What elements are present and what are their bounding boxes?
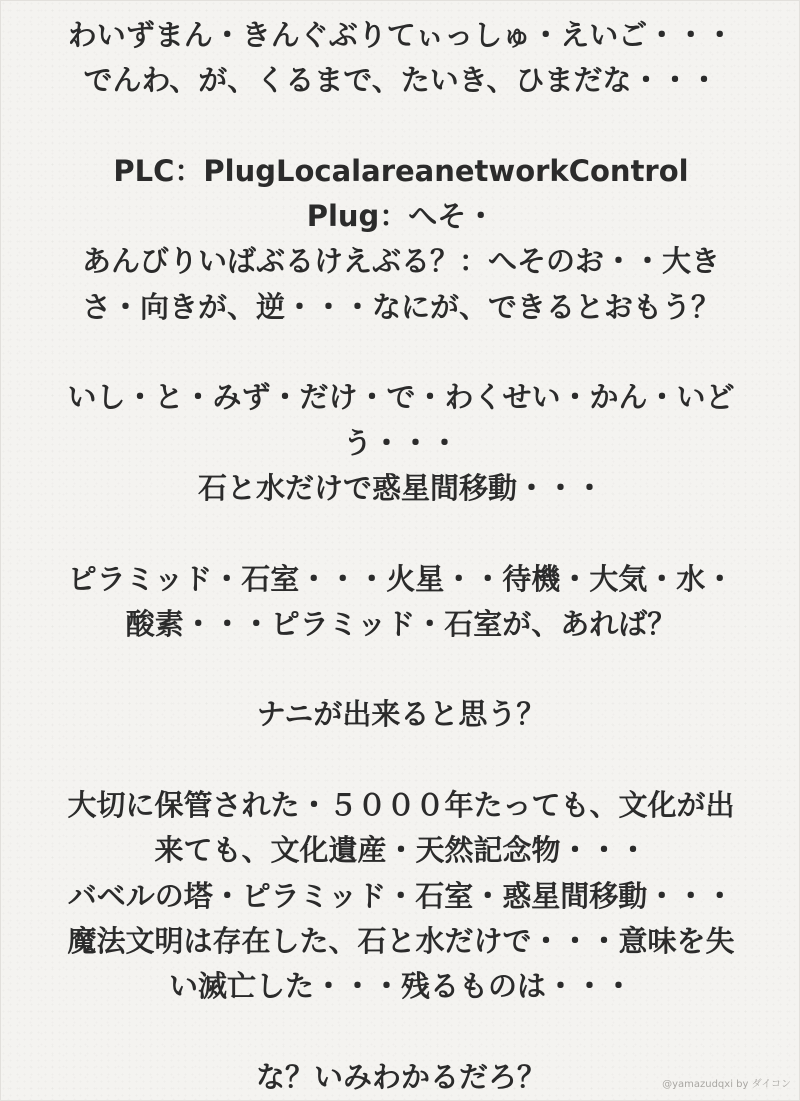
text-line: ピラミッド・石室・・・火星・・待機・大気・水・ xyxy=(67,561,735,596)
text-line: い滅亡した・・・残るものは・・・ xyxy=(168,969,633,1004)
text-line: Plug：へそ・ xyxy=(306,199,496,234)
text-line: いし・と・みず・だけ・で・わくせい・かん・いど xyxy=(67,380,735,415)
text-line: う・・・ xyxy=(342,425,459,460)
text-line: 酸素・・・ピラミッド・石室が、あれば？ xyxy=(125,606,677,641)
text-line: でんわ、が、くるまで、たいき、ひまだな・・・ xyxy=(83,63,719,98)
blank-line xyxy=(15,647,787,692)
text-line: 魔法文明は存在した、石と水だけで・・・意味を失 xyxy=(67,923,735,958)
post-body xyxy=(15,13,787,1100)
blank-line xyxy=(15,511,787,556)
text-line: 石と水だけで惑星間移動・・・ xyxy=(197,470,604,505)
text-line: ナニが出来ると思う？ xyxy=(256,697,546,732)
text-line: わいずまん・きんぐぶりてぃっしゅ・えいご・・・ xyxy=(67,18,735,52)
text-line: さ・向きが、逆・・・なにが、できるとおもう？ xyxy=(81,289,720,324)
blank-line xyxy=(15,330,787,375)
text-line: な？いみわかるだろ？ xyxy=(255,1059,546,1094)
credit-watermark: @yamazudqxi by ダイコン xyxy=(662,1079,791,1090)
text-line: 大切に保管された・５０００年たっても、文化が出 xyxy=(67,788,735,823)
blank-line xyxy=(15,738,787,783)
text-line: PLC：PlugLocalareanetworkControl xyxy=(113,153,689,188)
blank-line xyxy=(15,104,787,149)
blank-line xyxy=(15,1010,787,1055)
text-line: あんびりいばぶるけえぶる？：へそのお・・大き xyxy=(81,244,720,279)
text-line: 来ても、文化遺産・天然記念物・・・ xyxy=(154,833,648,868)
text-line: バベルの塔・ピラミッド・石室・惑星間移動・・・ xyxy=(67,878,735,913)
